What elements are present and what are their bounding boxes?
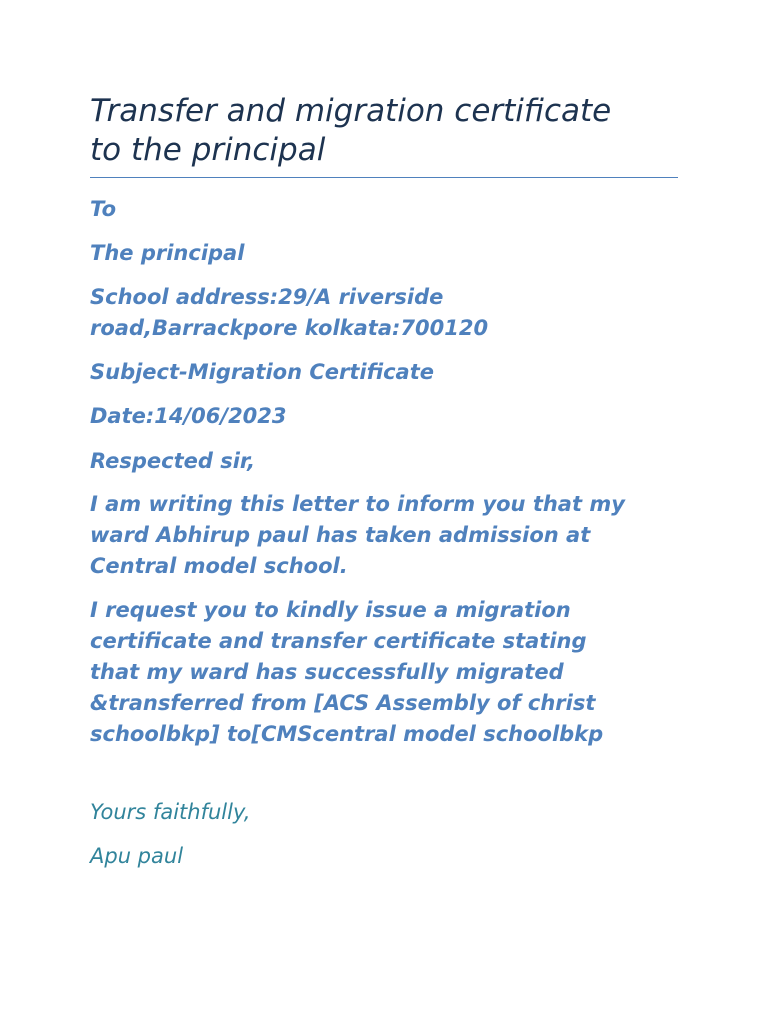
title-underline [90,177,678,178]
body-paragraph-2 [90,595,690,750]
body2-line-2: certificate and transfer certificate stating [90,629,587,653]
signature-name: Apu paul [90,844,184,868]
title-line-1: Transfer and migration certificate [90,93,612,129]
subject-line: Subject-Migration Certificate [90,360,435,384]
date-line: Date:14/06/2023 [90,404,287,428]
body2-line-5: schoolbkp] to[CMScentral model schoolbkp [90,722,604,746]
document-title [90,92,690,170]
address-line-2: road,Barrackpore kolkata:700120 [90,316,489,340]
body2-line-3: that my ward has successfully migrated [90,660,564,684]
closing-line: Yours faithfully, [90,800,251,824]
body1-line-2: ward Abhirup paul has taken admission at [90,523,591,547]
salutation: Respected sir, [90,449,256,473]
to-line: To [90,197,117,221]
body2-line-4: &transferred from [ACS Assembly of christ [90,691,596,715]
title-line-2: to the principal [90,132,326,168]
body-paragraph-1 [90,489,690,582]
body1-line-3: Central model school. [90,554,348,578]
school-address [90,282,690,344]
body1-line-1: I am writing this letter to inform you that my [90,492,625,516]
body2-line-1: I request you to kindly issue a migration [90,598,571,622]
address-line-1: School address:29/A riverside [90,285,444,309]
recipient-line: The principal [90,241,245,265]
